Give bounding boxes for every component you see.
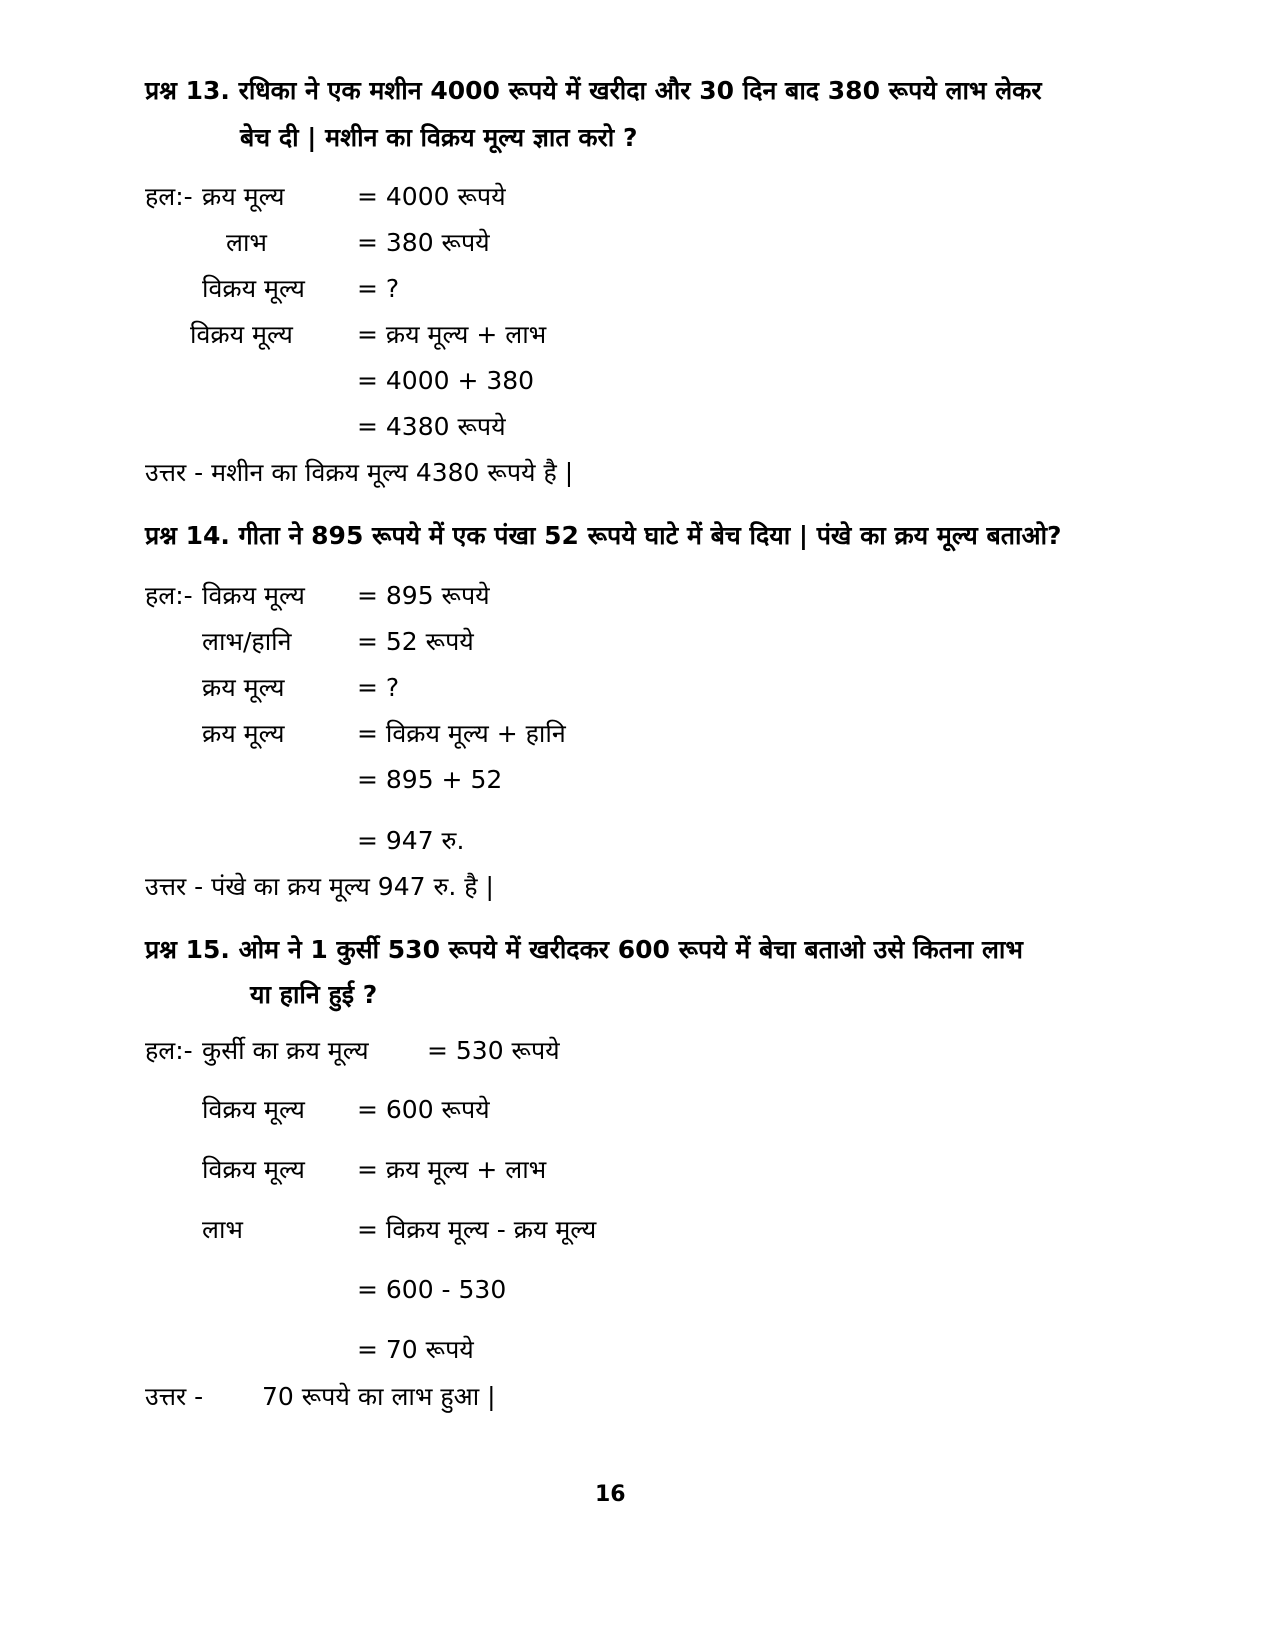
solution-label-q15: हल:-: [145, 1036, 193, 1065]
q14-row-6-value: = 947 रु.: [357, 826, 465, 855]
q15-row-4-value: = विक्रय मूल्य - क्रय मूल्य: [357, 1215, 597, 1244]
question-13-line-1: प्रश्न 13. रधिका ने एक मशीन 4000 रूपये में खरीदा और 30 दिन बाद 380 रूपये लाभ लेकर: [145, 76, 1042, 105]
q13-row-5-value: = 4000 + 380: [357, 366, 535, 395]
q13-row-1-label: क्रय मूल्य: [202, 182, 285, 211]
solution-label-q14: हल:-: [145, 581, 193, 610]
q14-row-3-value: = ?: [357, 673, 400, 702]
q13-row-3-label: विक्रय मूल्य: [202, 274, 305, 303]
q15-row-5-value: = 600 - 530: [357, 1275, 507, 1304]
solution-label-q13: हल:-: [145, 182, 193, 211]
question-14-line-1: प्रश्न 14. गीता ने 895 रूपये में एक पंखा 52 रूपये घाटे में बेच दिया | पंखे का क्रय मूल्य बताओ?: [145, 521, 1062, 550]
q14-row-4-value: = विक्रय मूल्य + हानि: [357, 719, 566, 748]
q15-row-1-value: = 530 रूपये: [427, 1036, 560, 1065]
q15-row-3-label: विक्रय मूल्य: [202, 1155, 305, 1184]
q13-row-1-value: = 4000 रूपये: [357, 182, 506, 211]
q15-answer-label: उत्तर -: [145, 1382, 204, 1411]
q15-answer: 70 रूपये का लाभ हुआ |: [262, 1382, 496, 1411]
question-13-line-2: बेच दी | मशीन का विक्रय मूल्य ज्ञात करो ?: [240, 123, 638, 152]
q13-row-3-value: = ?: [357, 274, 400, 303]
q15-row-4-label: लाभ: [202, 1215, 244, 1244]
q15-row-3-value: = क्रय मूल्य + लाभ: [357, 1155, 547, 1184]
q13-row-2-value: = 380 रूपये: [357, 228, 490, 257]
q14-row-1-value: = 895 रूपये: [357, 581, 490, 610]
q14-answer: उत्तर - पंखे का क्रय मूल्य 947 रु. है |: [145, 872, 494, 901]
question-15-line-1: प्रश्न 15. ओम ने 1 कुर्सी 530 रूपये में खरीदकर 600 रूपये में बेचा बताओ उसे कितना लाभ: [145, 935, 1023, 964]
q14-row-3-label: क्रय मूल्य: [202, 673, 285, 702]
q13-answer: उत्तर - मशीन का विक्रय मूल्य 4380 रूपये है |: [145, 458, 574, 487]
q13-row-2-label: लाभ: [226, 228, 268, 257]
question-15-line-2: या हानि हुई ?: [250, 980, 378, 1009]
q13-row-4-label: विक्रय मूल्य: [190, 320, 293, 349]
q14-row-2-value: = 52 रूपये: [357, 627, 474, 656]
q14-row-1-label: विक्रय मूल्य: [202, 581, 305, 610]
q15-row-6-value: = 70 रूपये: [357, 1335, 474, 1364]
q14-row-4-label: क्रय मूल्य: [202, 719, 285, 748]
q15-row-2-label: विक्रय मूल्य: [202, 1095, 305, 1124]
q14-row-5-value: = 895 + 52: [357, 765, 503, 794]
page-number: 16: [595, 1482, 626, 1507]
q15-row-2-value: = 600 रूपये: [357, 1095, 490, 1124]
q15-row-1-label: कुर्सी का क्रय मूल्य: [202, 1036, 369, 1065]
q14-row-2-label: लाभ/हानि: [202, 627, 292, 656]
q13-row-4-value: = क्रय मूल्य + लाभ: [357, 320, 547, 349]
q13-row-6-value: = 4380 रूपये: [357, 412, 506, 441]
